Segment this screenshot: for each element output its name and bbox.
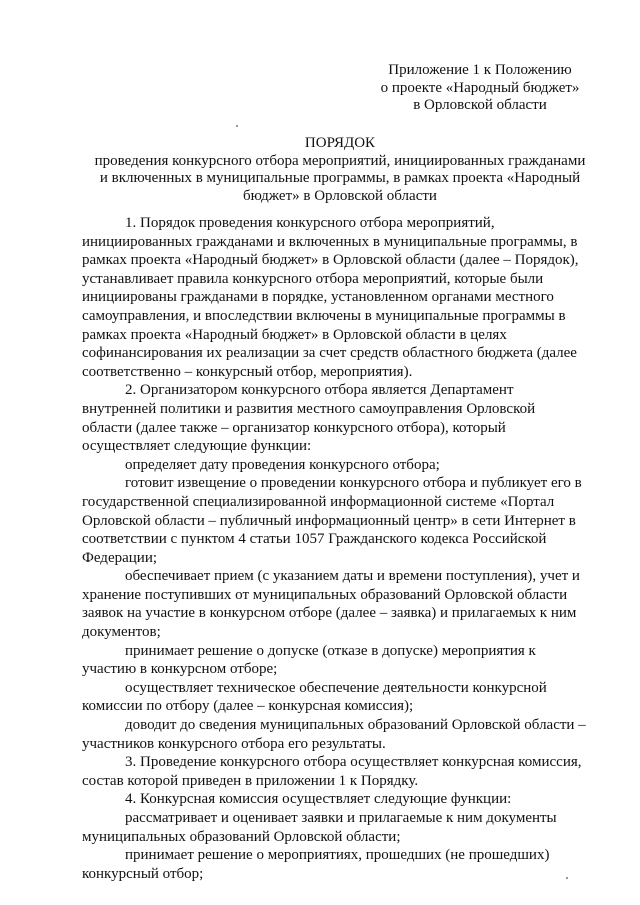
scan-speck (566, 877, 568, 879)
body-line (82, 493, 590, 512)
body-line-text: Орловской области – публичный информационный центр» в сети Интернет в (82, 512, 576, 529)
body-line-text: инициированных гражданами и включенных в муниципальные программы, в (82, 233, 578, 250)
body-line-text: инициированы гражданами в порядке, установленном органами местного (82, 289, 554, 306)
body-line-text: рассматривает и оценивает заявки и прилагаемые к ним документы (125, 810, 557, 826)
appendix-line: о проекте «Народный бюджет» (380, 79, 580, 96)
body-line-text: документов; (82, 624, 161, 641)
body-line-text: состав которой приведен в приложении 1 к Порядку. (82, 772, 419, 789)
body-line (82, 586, 590, 605)
body-line (82, 288, 590, 307)
body-line (82, 530, 590, 549)
body-line (82, 307, 590, 326)
body-line (82, 456, 590, 475)
title-line: проведения конкурсного отбора мероприятий, инициированных гражданами (94, 152, 586, 169)
body-line-text: принимает решение о допуске (отказе в допуске) мероприятия к (125, 642, 536, 659)
body-line-text: области (далее также – организатор конкурсного отбора), который (82, 419, 506, 436)
body-line (82, 846, 590, 865)
body-line (82, 233, 590, 252)
body-line-text: 2. Организатором конкурсного отбора является Департамент (125, 382, 514, 399)
body-line (82, 270, 590, 289)
body-line-text: участников конкурсного отбора его результаты. (82, 735, 386, 752)
body-line (82, 604, 590, 623)
body-line-text: готовит извещение о проведении конкурсного отбора и публикует его в (125, 475, 582, 492)
body-line (82, 567, 590, 586)
body-line-text: доводит до сведения муниципальных образований Орловской области – (125, 717, 586, 734)
appendix-line: Приложение 1 к Положению (388, 62, 572, 78)
body-line (82, 697, 590, 716)
body-line-text: обеспечивает прием (с указанием даты и времени поступления), учет и (125, 568, 580, 585)
body-line-text: софинансирования их реализации за счет средств областного бюджета (далее (82, 345, 577, 362)
body-line (82, 828, 590, 847)
body-line-text: конкурсный отбор; (82, 865, 204, 882)
body-line-text: 1. Порядок проведения конкурсного отбора мероприятий, (125, 215, 495, 231)
body-line (82, 642, 590, 661)
document-title (60, 135, 620, 205)
body-line (82, 865, 590, 884)
body-line-text: Федерации; (82, 549, 158, 566)
body-line-text: соответствии с пунктом 4 статьи 1057 Гражданского кодекса Российской (82, 531, 547, 548)
body-line-text: осуществляет техническое обеспечение деятельности конкурсной (125, 679, 547, 696)
body-line-text: определяет дату проведения конкурсного отбора; (125, 456, 440, 473)
title-heading: ПОРЯДОК (304, 135, 376, 151)
body-line-text: рамках проекта «Народный бюджет» в Орловской области в целях (82, 326, 507, 343)
body-line (82, 660, 590, 679)
body-line (82, 251, 590, 270)
document-body (82, 214, 590, 883)
body-line (82, 381, 590, 400)
body-line-text: хранение поступивших от муниципальных образований Орловской области (82, 586, 568, 603)
body-line (82, 753, 590, 772)
appendix-line: в Орловской области (413, 97, 547, 113)
title-line: бюджет» в Орловской области (243, 187, 437, 204)
body-line-text: внутренней политики и развития местного самоуправления Орловской (82, 400, 536, 417)
body-line (82, 326, 590, 345)
body-line (82, 735, 590, 754)
body-line-text: устанавливает правила конкурсного отбора мероприятий, которые были (82, 270, 544, 287)
body-line-text: 4. Конкурсная комиссия осуществляет следующие функции: (125, 791, 512, 808)
body-line-text: рамках проекта «Народный бюджет» в Орловской области (далее – Порядок), (82, 252, 579, 269)
body-line (82, 772, 590, 791)
title-line: и включенных в муниципальные программы, в рамках проекта «Народный (99, 170, 581, 186)
body-line (82, 716, 590, 735)
body-line (82, 400, 590, 419)
body-line (82, 344, 590, 363)
appendix-note (365, 62, 595, 115)
body-line (82, 419, 590, 438)
body-line-text: муниципальных образований Орловской области; (82, 828, 401, 845)
body-line (82, 437, 590, 456)
body-line (82, 623, 590, 642)
body-line (82, 679, 590, 698)
body-line-text: самоуправления, и впоследствии включены в муниципальные программы в (82, 307, 566, 324)
body-line (82, 512, 590, 531)
body-line (82, 474, 590, 493)
body-line (82, 363, 590, 382)
body-line (82, 790, 590, 809)
body-line-text: государственной специализированной информационной системе «Портал (82, 493, 555, 510)
body-line (82, 549, 590, 568)
scan-speck (236, 125, 238, 127)
body-line-text: участию в конкурсном отборе; (82, 661, 278, 678)
body-line-text: соответственно – конкурсный отбор, мероприятия). (82, 363, 413, 380)
body-line (82, 809, 590, 828)
body-line-text: осуществляет следующие функции: (82, 438, 312, 455)
body-line-text: 3. Проведение конкурсного отбора осуществляет конкурсная комиссия, (125, 754, 582, 771)
body-line-text: заявок на участие в конкурсном отборе (далее – заявка) и прилагаемых к ним (82, 605, 577, 622)
body-line-text: комиссии по отбору (далее – конкурсная комиссия); (82, 698, 414, 715)
body-line (82, 214, 590, 233)
body-line-text: принимает решение о мероприятиях, прошедших (не прошедших) (125, 847, 550, 864)
